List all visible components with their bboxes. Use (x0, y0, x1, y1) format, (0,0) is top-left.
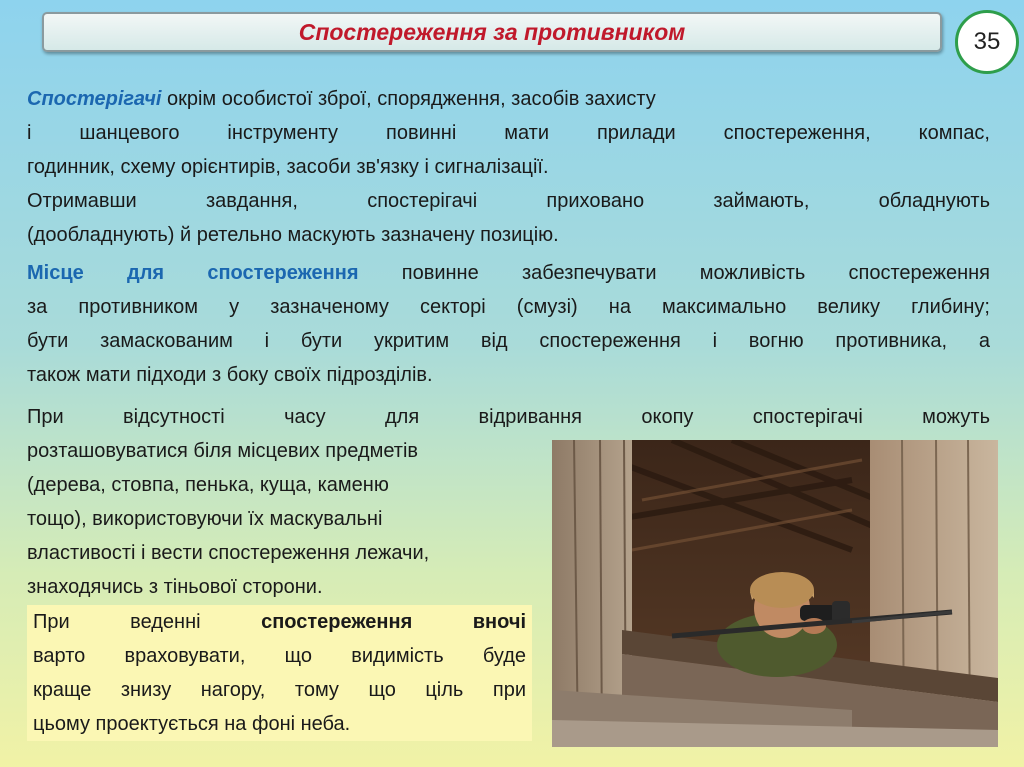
paragraph-no-time-continued (27, 434, 542, 604)
term-observation-place: Місце для спостереження (27, 262, 359, 284)
paragraph-observers-line-1-rest: окрім особистої зброї, спорядження, засобів захисту (161, 88, 656, 110)
night-observation-line-1-start: При веденні (33, 611, 262, 633)
paragraph-no-time-line-1: При відсутності часу для відривання окопу спостерігачі можуть (27, 406, 990, 428)
night-observation-line-4: цьому проектується на фоні неба. (33, 713, 351, 735)
night-observation-line-3: краще знизу нагору, тому що ціль при (33, 679, 526, 701)
night-observation-box (27, 605, 532, 741)
paragraph-observers-line-5: (дообладнують) й ретельно маскують зазначену позицію. (27, 224, 559, 246)
paragraph-observers (27, 82, 990, 252)
paragraph-observers-line-2: і шанцевого інструменту повинні мати прилади спостереження, компас, (27, 122, 990, 144)
paragraph-observation-place (27, 256, 990, 392)
term-observers: Спостерігачі (27, 88, 162, 110)
paragraph-observers-line-3: годинник, схему орієнтирів, засоби зв'язку і сигналізації. (27, 156, 549, 178)
paragraph-no-time-line-3: (дерева, стовпа, пенька, куща, каменю (27, 474, 389, 496)
paragraph-place-line-1 (27, 256, 990, 290)
paragraph-place-line-1-rest: повинне забезпечувати можливість спостереження (358, 262, 990, 284)
paragraph-observers-line-1 (27, 82, 990, 116)
paragraph-place-line-2: за противником у зазначеному секторі (смузі) на максимально велику глибину; (27, 296, 990, 318)
paragraph-place-line-3: бути замаскованим і бути укритим від спостереження і вогню противника, а (27, 330, 990, 352)
night-observation-line-1 (33, 605, 526, 639)
paragraph-no-time-line-2: розташовуватися біля місцевих предметів (27, 440, 419, 462)
observer-photo-illustration (552, 440, 998, 747)
page-number-badge: 35 (955, 10, 1019, 74)
paragraph-no-time (27, 400, 990, 434)
slide-title: Спостереження за противником (298, 18, 686, 45)
paragraph-no-time-line-6: знаходячись з тіньової сторони. (27, 576, 323, 598)
title-bar (42, 12, 942, 52)
term-night-observation: спостереження вночі (261, 611, 526, 633)
paragraph-no-time-line-5: властивості і вести спостереження лежачи, (27, 542, 430, 564)
paragraph-observers-line-4: Отримавши завдання, спостерігачі приховано займають, обладнують (27, 190, 990, 212)
paragraph-place-line-4: також мати підходи з боку своїх підрозділів. (27, 364, 433, 386)
paragraph-no-time-line-4: тощо), використовуючи їх маскувальні (27, 508, 383, 530)
night-observation-line-2: варто враховувати, що видимість буде (33, 645, 526, 667)
observer-photo (552, 440, 998, 747)
